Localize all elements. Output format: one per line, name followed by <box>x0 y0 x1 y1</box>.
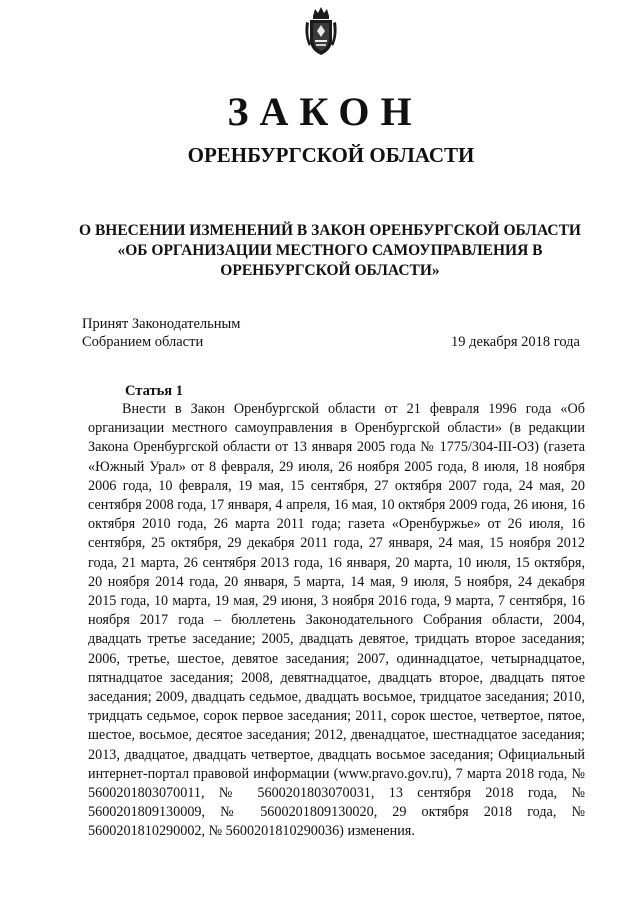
adoption-line: Принят Законодательным <box>82 316 241 332</box>
adoption-note <box>82 315 240 351</box>
law-title: ЗАКОН <box>227 89 423 134</box>
adoption-line: Собранием области <box>82 334 204 350</box>
law-subject <box>60 221 600 281</box>
subject-line: ОРЕНБУРГСКОЙ ОБЛАСТИ» <box>220 262 440 279</box>
article-body: Внести в Закон Оренбургской области от 21 февраля 1996 года «Об организации местного самоуправления в Оренбургской области» (в редакции Закона Оренбургской области от 13 января 2005 года № 1775/304-III-ОЗ) (газета «Южный Урал» от 8 февраля, 29 июля, 26 ноября 2005 года, 8 июля, 18 ноября 2006 года, 10 февраля, 19 мая, 15 сентября, 27 октября 2007 года, 24 мая, 20 сентября 2008 года, 17 января, 4 апреля, 16 мая, 10 октября 2009 года, 26 июня, 16 октября 2010 года, 26 марта 2011 года; газета «Оренбуржье» от 26 июля, 16 сентября, 25 октября, 29 декабря 2011 года, 27 января, 24 мая, 15 ноября 2012 года, 21 марта, 26 сентября 2013 года, 16 января, 20 марта, 10 июля, 15 октября, 20 ноября 2014 года, 20 января, 5 марта, 14 мая, 9 июля, 5 ноября, 24 декабря 2015 года, 10 марта, 19 мая, 29 июня, 3 ноября 2016 года, 9 марта, 7 сентября, 16 ноября 2017 года – бюллетень Законодательного Собрания области, 2004, двадцать третье заседание; 2005, двадцать девятое, тридцать второе заседания; 2006, третье, шестое, девятое заседания; 2007, одиннадцатое, четырнадцатое, пятнадцатое заседания; 2008, девятнадцатое, двадцать второе, двадцать пятое заседания; 2009, двадцать седьмое, двадцать восьмое, тридцатое заседания; 2010, тридцать седьмое, сорок первое заседания; 2011, сорок шестое, четвертое, пятое, шестое, восьмое, десятое заседания; 2012, двенадцатое, шестнадцатое заседания; 2013, двадцатое, двадцать четвертое, двадцать восьмое заседания; Официальный интернет-портал правовой информации (www.pravo.gov.ru), 7 марта 2018 года, № 5600201803070011, № 5600201803070031, 13 сентября 2018 года, № 5600201809130009, № 5600201809130020, 29 октября 2018 года, № 5600201810290002, № 5600201810290036) изменения. <box>88 401 585 840</box>
adoption-date: 19 декабря 2018 года <box>451 334 580 350</box>
coat-of-arms-icon <box>304 6 338 58</box>
subject-line: О ВНЕСЕНИИ ИЗМЕНЕНИЙ В ЗАКОН ОРЕНБУРГСКОЙ ОБЛАСТИ <box>79 222 581 239</box>
region-title: ОРЕНБУРГСКОЙ ОБЛАСТИ <box>187 143 475 167</box>
subject-line: «ОБ ОРГАНИЗАЦИИ МЕСТНОГО САМОУПРАВЛЕНИЯ В <box>117 242 543 259</box>
article-heading: Статья 1 <box>125 383 183 399</box>
